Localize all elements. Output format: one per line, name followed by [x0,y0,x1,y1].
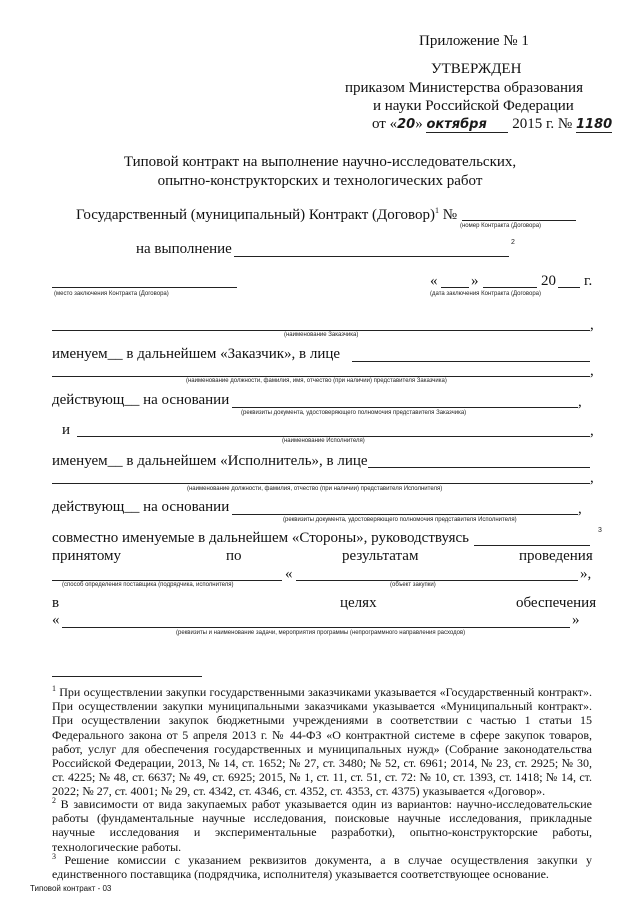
contractor-basis-line[interactable] [232,514,578,515]
footnote-3 [52,850,592,881]
handwritten-day: 20 [397,117,416,132]
customer-caption: (наименование Заказчика) [284,332,359,338]
footnote-ref-2: 2 [511,239,515,246]
program-caption: (реквизиты и наименование задачи, мероприятия программы (непрограммного направления расходов) [176,630,466,636]
date-close: » [471,273,479,289]
object-line[interactable] [296,580,578,581]
jointly-label: совместно именуемые в дальнейшем «Стороны», руководствуясь [52,530,469,546]
word-conduct: проведения [519,548,593,564]
page-footer: Типовой контракт - 03 [30,884,112,893]
date-day-line[interactable] [441,287,469,288]
place-caption: (место заключения Контракта (Договора) [54,291,169,297]
customer-named-label: именуем__ в дальнейшем «Заказчик», в лице [52,346,341,362]
document-title-line-2: опытно-конструкторских и технологических работ [157,173,483,189]
date-year: 2015 г. № [512,116,573,132]
footnote-ref-3: 3 [598,527,602,534]
footnote-1 [52,682,592,799]
comma: , [590,317,594,333]
and-label: и [62,422,71,438]
program-line[interactable] [62,627,570,628]
footnote-1-text: При осуществлении закупки государственными заказчиками указывается «Государственный контракт». При осуществлении закупки муниципальными заказчиками указывается «Муниципальный контракт». При осуществлении закупок бюджетными учреждениями в соответствии с частью 1 статьи 15 Федерального закона от 5 апреля 2013 г. № 44-ФЗ «О контрактной системе в сфере закупок товаров, работ, услуг для обеспечения государственных и муниципальных нужд» (Собрание законодательства Российской Федерации, 2013, № 14, ст. 1652; № 27, ст. 3480; № 52, ст. 6961; 2014, № 23, ст. 2925; № 30, ст. 4225; № 48, ст. 6637; № 49, ст. 6925; 2015, № 1, ст. 11, ст. 51, ст. 72: № 10, ст. 1393, ст. 1418; № 14, ст. 2022; № 27, ст. 4001; № 29, ст. 4342, ст. 4346, ст. 4352, ст. 4353, ст. 4375) указывается «Договор». [52,685,592,799]
execution-line[interactable] [234,256,509,257]
date-year-line[interactable] [558,287,580,288]
word-ensuring: обеспечения [516,595,597,611]
object-caption: (объект закупки) [390,582,436,588]
customer-rep-line-1[interactable] [352,361,590,362]
number-sign: № [442,207,458,223]
footnote-3-text: Решение комиссии с указанием реквизитов документа, а в случае осуществления закупки у единственного поставщика (подрядчика, исполнителя) указывается соответствующее основание. [52,853,593,882]
comma: , [578,394,582,410]
footnote-1-number: 1 [52,684,56,693]
handwritten-order-number: 1180 [575,117,613,132]
footnote-ref-1: 1 [434,206,439,215]
date-year: 20 [541,273,556,289]
footnote-2 [52,794,592,854]
footnote-3-number: 3 [52,852,56,861]
method-line[interactable] [52,580,282,581]
customer-basis-caption: (реквизиты документа, удостоверяющего полномочия представителя Заказчика) [241,410,467,416]
guided-by-line[interactable] [474,545,590,546]
contractor-rep-line-1[interactable] [368,467,590,468]
date-mid: » [415,116,423,132]
contractor-basis-caption: (реквизиты документа, удостоверяющего полномочия представителя Исполнителя) [283,517,517,523]
word-accepted: принятому [52,548,122,564]
customer-basis-line[interactable] [232,407,578,408]
order-date-line [372,116,612,133]
contractor-named-label: именуем__ в дальнейшем «Исполнитель», в лице [52,453,368,469]
customer-rep-caption: (наименование должности, фамилия, имя, отчество (при наличии) представителя Заказчика) [186,378,447,384]
footnote-2-number: 2 [52,796,56,805]
comma: , [578,501,582,517]
order-line-1: приказом Министерства образования [345,80,583,96]
order-line-2: и науки Российской Федерации [373,98,574,114]
quote-close: », [580,566,592,582]
comma: , [590,470,594,486]
customer-rep-line-2[interactable] [52,376,590,377]
execution-label: на выполнение [136,241,232,257]
approved-label: УТВЕРЖДЕН [431,61,522,77]
contract-heading [76,206,457,224]
handwritten-month: октября [426,117,508,133]
customer-name-line[interactable] [52,330,590,331]
contractor-rep-line-2[interactable] [52,483,590,484]
acting-basis-label-1: действующ__ на основании [52,392,230,408]
date-caption: (дата заключения Контракта (Договора) [430,291,542,297]
document-title-line-1: Типовой контракт на выполнение научно-исследовательских, [123,154,517,170]
acting-basis-label-2: действующ__ на основании [52,499,230,515]
quote-close-2: » [572,612,580,628]
contract-number-caption: (номер Контракта (Договора) [460,223,542,229]
word-by: по [226,548,242,564]
contractor-caption: (наименование Исполнителя) [282,438,365,444]
date-prefix: от « [372,116,398,132]
word-goals: целях [340,595,377,611]
date-open: « [430,273,438,289]
footnote-separator [52,676,202,677]
comma: , [590,423,594,439]
appendix-label: Приложение № 1 [419,33,529,49]
word-results: результатам [342,548,419,564]
comma: , [590,363,594,379]
quote-open-2: « [52,612,60,628]
quote-open: « [285,566,293,582]
contractor-name-line[interactable] [77,436,590,437]
contract-heading-text: Государственный (муниципальный) Контракт (Договор) [76,207,435,223]
contract-number-line[interactable] [462,220,576,221]
place-line[interactable] [52,287,237,288]
date-month-line[interactable] [483,287,537,288]
footnote-2-text: В зависимости от вида закупаемых работ указывается один из вариантов: научно-исследовательские работы (фундаментальные научные исследования, поисковые научные исследования, прикладные научные исследования и экспериментальные разработки), опытно-конструкторские работы, технологические работы. [52,797,592,854]
word-in: в [52,595,60,611]
method-caption: (способ определения поставщика (подрядчика, исполнителя) [62,582,234,588]
date-suffix: г. [584,273,593,289]
contractor-rep-caption: (наименование должности, фамилия, отчество (при наличии) представителя Исполнителя) [187,486,443,492]
